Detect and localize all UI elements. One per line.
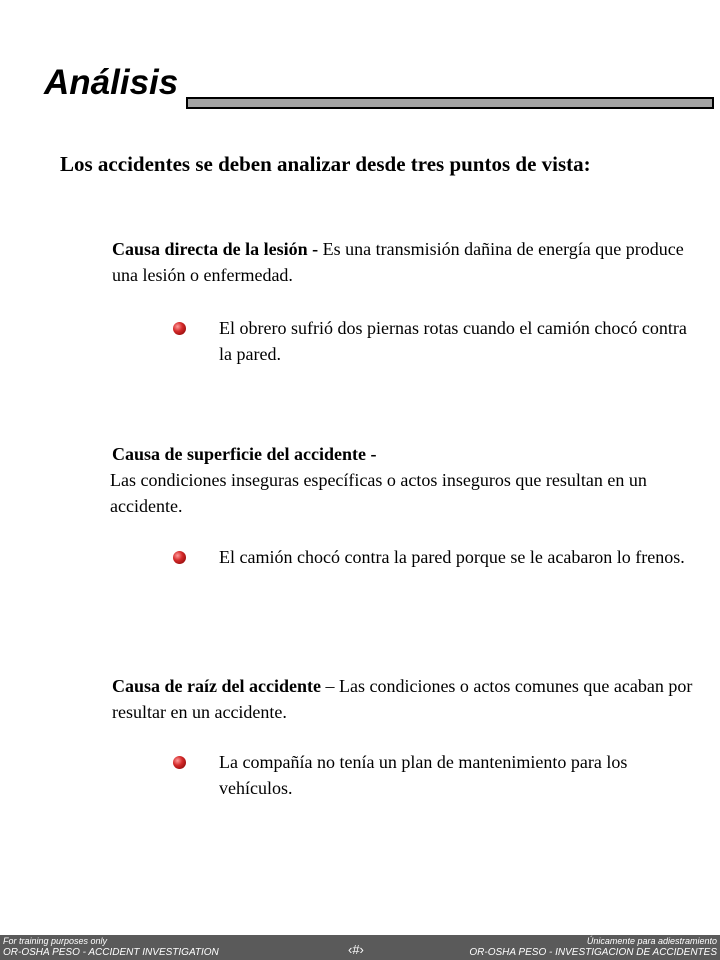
footer-right-line2: OR-OSHA PESO - INVESTIGACION DE ACCIDENTES bbox=[469, 947, 717, 958]
bullet-text: El obrero sufrió dos piernas rotas cuando el camión chocó contra la pared. bbox=[219, 318, 687, 364]
section-surface-cause bbox=[112, 441, 702, 519]
title-underline-bar bbox=[186, 97, 714, 109]
slide-title: Análisis bbox=[44, 63, 179, 102]
section-body: Las condiciones inseguras específicas o actos inseguros que resultan en un accidente. bbox=[110, 470, 647, 516]
page-number: ‹#› bbox=[348, 942, 364, 957]
section-header: Causa directa de la lesión - bbox=[112, 239, 319, 259]
bullet-icon bbox=[173, 756, 186, 769]
slide-footer bbox=[0, 935, 720, 960]
bullet-icon bbox=[173, 322, 186, 335]
section-text bbox=[112, 236, 702, 288]
section-body: Es una transmisión dañina de energía que produce una lesión o enfermedad. bbox=[112, 239, 684, 285]
section-root-cause bbox=[112, 673, 702, 725]
bullet-text: El camión chocó contra la pared porque se le acabaron lo frenos. bbox=[219, 547, 685, 567]
intro-text: Los accidentes se deben analizar desde tres puntos de vista: bbox=[60, 152, 591, 176]
section-text bbox=[112, 673, 702, 725]
footer-right-line1: Únicamente para adiestramiento bbox=[586, 936, 717, 946]
section-direct-cause bbox=[112, 236, 702, 288]
section-body: – Las condiciones o actos comunes que acaban por resultar en un accidente. bbox=[112, 676, 693, 722]
section-header: Causa de raíz del accidente bbox=[112, 676, 321, 696]
section-header: Causa de superficie del accidente - bbox=[112, 444, 377, 464]
footer-left-line2: OR-OSHA PESO - ACCIDENT INVESTIGATION bbox=[3, 947, 219, 958]
footer-left-line1: For training purposes only bbox=[3, 936, 108, 946]
bullet-icon bbox=[173, 551, 186, 564]
bullet-text: La compañía no tenía un plan de mantenimiento para los vehículos. bbox=[219, 752, 628, 798]
